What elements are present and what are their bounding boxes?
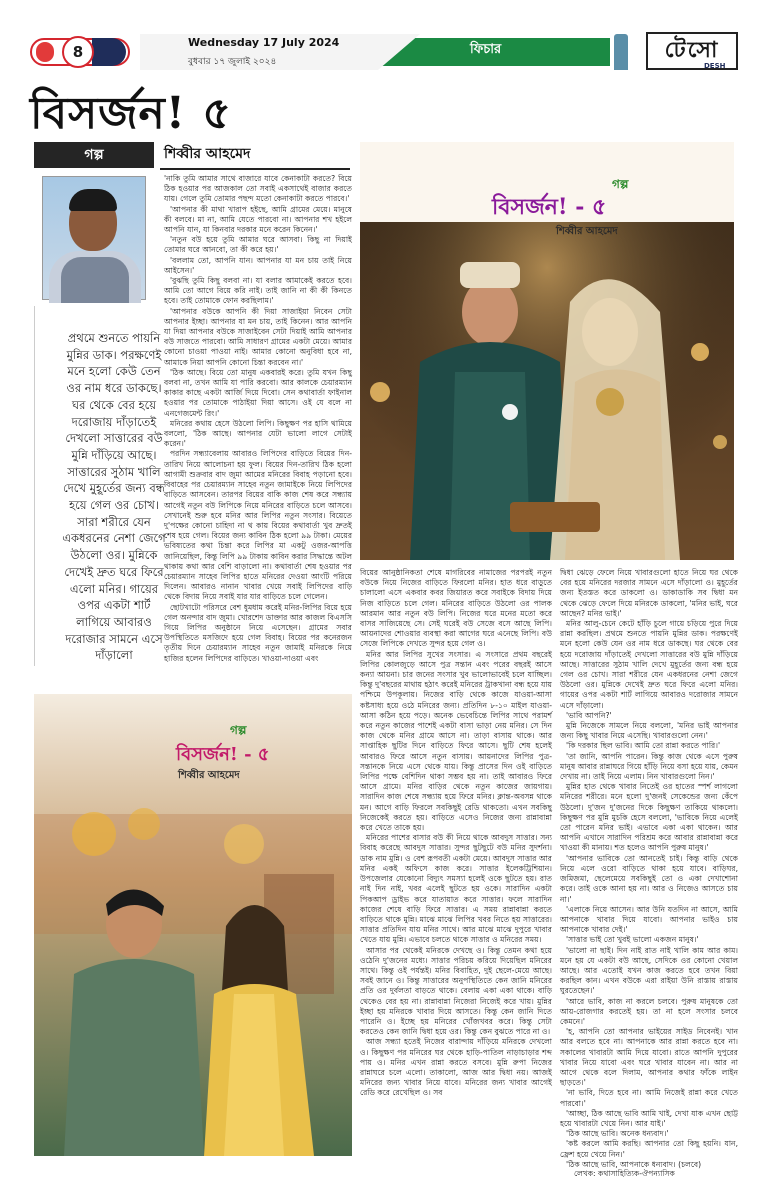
col3-paragraph: মুন্নি নিজেকে সামলে নিয়ে বললো, 'মনির ভাই আপনার জন্য কিছু খাবার নিয়ে এসেছি। খাবারগুলো নেন।' [560, 721, 738, 741]
author-byline: লেখক: কথাসাহিত্যিক-ঔপন্যাসিক [574, 1169, 675, 1178]
story-label: গল্প [34, 142, 154, 168]
col3-paragraph: মুন্নির হাত থেকে খাবার নিতেই ওর হাতের স্পর্শ লাগলো মনিরের শরীরে। মনে হলো দু'জনই সেকেন্ডের জন্য কেঁপে উঠলো। দু'জন দু'জনের দিকে কিছুক্ষণ তাকিয়ে থাকলো। কিছুক্ষণ পর মুন্নি মুচকি হেসে বললো, 'ভাবিকে নিয়ে এলেই তো পারেন মনির ভাই। এভাবে একা একা থাকেন। আর আপনি এখানে সারাদিন পরিশ্রম করে আবার রান্নাবান্না করে খাওয়া কী মানায়। শত হলেও আপনি পুরুষ মানুষ।' [560, 782, 738, 853]
article-column-3 [560, 568, 738, 1169]
header-red-mark [36, 42, 54, 62]
page-number: 8 [62, 36, 94, 68]
illustration-1-author: শিব্বীর আহমেদ [556, 226, 618, 237]
col2-paragraph: মনিরের পাশের বাসার বউ কী নিয়ে থাকে আবদুস সাত্তার। সন্য বিবাহ করেছে আবদুস সাত্তার। সুন্দর ছুটছুটে বউ মনির সুদর্শনা। ডাক নাম মুন্নি। ও বেশ রূপবতী একটা মেয়ে। আবদুস সাত্তার আর মনির একই অফিসে কাজ করে। সাত্তার ইলেকট্রিশিয়ান। উপজেলার যেকোনো বিদ্যুৎ সমস্যা হলেই ওকে ছুটতে হয়। রাত নাই দিন নাই, খবর এলেই ছুটতে হয় ওকে। সারাদিন একটা পিকআপ ড্রাইভ করে যাতায়াত করে সাত্তার। ফলে সারাদিন কাজের শেষে বাড়ি ফিরে সাত্তার। এ সময় রান্নাবান্না করতে বাড়িতে থাকে মুন্নি। মাঝে মাঝে লিপির খবর নিতে হয় সাত্তারের। সাত্তার প্রতিদিন যায় মনির সাথে। আর মাঝে মাঝে দুপুরে খাবার খেতে যায় মুন্নি। এভাবে চলতে থাকে সাত্তার ও মনিরের সময়। [360, 833, 552, 945]
col2-paragraph: আজ সন্ধ্যা হতেই নিজের বারান্দায় দাঁড়িয়ে মনিরকে দেখলো ও। কিছুক্ষণ পর মনিরের ঘর থেকে হাড়ি-পাতিল নাড়াচাড়ার শব্দ পায় ও। মনির এখন রান্না করতে বসবে। মুন্নি রুপা নিজের রান্নাঘরে চলে এলো। তাকালো, আজ আর দ্বিধা নয়। আজই মনিরের জন্য খাবার নিয়ে যাবে। মনিরের জন্য খাবার আগেই রেডি করে রেখেছিল ও। সব [360, 1037, 552, 1098]
col1-paragraph: পরদিন সন্ধ্যাবেলায় আবারও লিপিদের বাড়িতে বিয়ের দিন-তারিখ নিয়ে আলোচনা হয় ফুল। বিয়ের দিন-তারিখ ঠিক হলো আগামী শুক্রবার বাদ জুমা আমের মনিরের বিবাহ পড়ানো হবে। বিবাহের পর চেয়ারম্যান সাহেব নতুন জামাইকে নিয়ে লিপিদের বাড়িতে আসবেন। তারপর বিয়ের বাকি কাজ শেষ করে সন্ধ্যায় আগেই নতুন বউ লিপিকে নিয়ে মনিরের বাড়িতে চলে আসবে। সেখানেই শুরু হবে মনির আর লিপির নতুন সংসার। বিয়েতে দু'পক্ষের কোনো চাহিদা না থ কায় বিয়ের কথাবার্তা খুব দ্রুতই শেষ হয়ে গেল। বিয়ের জন্য কাবিন ঠিক হলো ৯৯ টাকা। মেয়ের ভবিষ্যতের কথা চিন্তা করে লিপির মা একটু ওজর-আপত্তি জানিয়েছিল, কিন্তু লিপি ৯৯ টাকায় কাবিন করার সিদ্ধান্তে অটল থাকায় কথা আর বেশি বাড়ালো না। কথাবার্তা শেষ হওয়ার পর চেয়ারম্যান সাহেব লিপির হাতে মনিরের দেওয়া আংটি পরিয়ে দিলেন। আবারও নানান খাবার খেয়ে সবাই লিপিদের বাড়ি থেকে বিদায় নিয়ে সবাই যার যার বাড়িতে চলে গেলেন। [164, 449, 352, 602]
col3-paragraph: 'এলাকে নিয়ে আসেন। আর উনি যতদিন না আসে, আমি আপনাকে খাবার দিয়ে যাবো। আপনার ভাইও চায় আপনাকে খাবার দেই।' [560, 904, 738, 935]
author-rule [160, 168, 350, 170]
col3-paragraph: 'না ভাবি, দিতে হবে না। আমি নিজেই রান্না করে খেতে পারবো।' [560, 1088, 738, 1108]
section-name: ফিচার [470, 42, 502, 57]
logo-subtext: DESH [704, 62, 726, 70]
illustration-1-label: গল্প [612, 177, 629, 191]
col3-paragraph: 'ভালো না ছাই। দিন নাই রাত নাই খালি কাম আর কাম। মনে হয় যে একটা বউ আছে, সেদিকে ওর কোনো খেয়াল আছে। আর এতোই যখন কাজ করতে হবে তখন বিয়া করছিল কান। এখন বউকে এরা রাইয়া উনি রাস্তায় রাস্তায় ঘুরতেছেন।' [560, 945, 738, 996]
col3-paragraph: 'ভাবি আপনি?' [566, 710, 612, 720]
header-left-bar [92, 38, 126, 66]
col1-paragraph: 'আপনার বউকে আপনি কী দিয়া সাজাইয়া নিবেন সেটা আপনার ইচ্ছা। আপনার যা মন চায়, তাই কিনেন। আর আপনি যা দিয়া আপনার বউকে সাজাইবেন সেটা দিয়াই আমি আপনার বউ সাজতে পারবো। আমি সাধারণ গ্রামের একটা মেয়ে। আমার কোনো চাওয়া পাওয়া নাই। আমার কোনো অনুবিধা হবে না, আমাকে নিয়া আপনি কোনো চিন্তা করবেন না।' [164, 306, 352, 367]
col2-paragraph: মনির আর লিপির সুখের সংসার। এ সংসারে প্রথম বছরেই লিপির কোলজুড়ে আসে পুত্র সন্তান এবং পরের বছরই আসে কন্যা আয়না। চার জনের সংসার খুব ভালোভাবেই চলে যাচ্ছিল। কিন্তু দু'বছরের মাথায় হঠাৎ করেই মনিরের ট্রাকখানা বন্ধ হয়ে যায় পশ্চিমে উপকূলায়। নিজের বাড়ি থেকে কাজে যাওয়া-আসা কষ্টসাধ্য হয়ে ওঠে মনিরের জন্য। প্রতিদিন ৮-১০ মাইল যাওয়া-আসা কঠিন হয়ে পড়ে। অনেক ভেবেচিন্তে লিপির সাথে পরামর্শ করে নতুন কাজের পাশেই একটা বাসা ভাড়া নেয় মনির। সে দিন কাজ থেকে মনির গ্রামে আসে না। তাড়া বাসায় থাকে। আর সাপ্তাহিক ছুটির দিনে বাড়িতে ফিরে আসে। ছুটি শেষ হলেই আবারও ফিরে আসে নতুন বাসায়। আয়নাদের লিপির পুত্র-সন্তানকে নিয়ে এসে থেকে যায়। কিন্তু প্রাসের দিন ওই বাড়িতে লিপির পক্ষে বেশিদিন থাকা সম্ভব হয় না। তাই আবারও ফিরে আসে গ্রামে। মনির বাড়ির থেকে নতুন কাজের জায়গায়। সারাদিন কাজ শেষে সন্ধ্যায় হয়ে ফিরে মনির। ক্লান্ত-অবসন্ন থাকে মন। আগে বাড়ি ফিরলে সবকিছুই রেডি থাকতো। এখন সবকিছু নিজেকেই করতে হয়। বাড়িতে এসেও নিজের জন্য রান্নাবান্না করে খেতে তাকে হয়। [360, 649, 552, 833]
col1-paragraph: 'নাকি তুমি আমার সাথে বাজারে যাবে কেনাকাটা করতে? বিয়ে ঠিক হওয়ার পর আজকাল তো সবাই একসাথেই বাজার করতে যায়। গেলে তুমি তোমার পছন্দ মতো কেনাকাটা করতে পারবে।' [164, 174, 352, 204]
illustration-2-title: বিসর্জন! - ৫ [176, 744, 270, 765]
col1-paragraph: মনিরের কথায় হেসে উঠলো লিপি। কিছুক্ষণ পর হাসি থামিয়ে বললো, 'ঠিক আছে। আপনার যেটা ভালো লাগে সেটাই করেন।' [164, 418, 352, 449]
newspaper-logo: টেসো [646, 32, 738, 70]
author-photo [42, 176, 146, 300]
col2-paragraph: বিয়ের আনুষ্ঠানিকতা শেষে মাগরিবের নামাজের পরপরই নতুন বউকে নিয়ে নিজের বাড়িতে ফিরলো মনির। হাত ধরে বাড়ুতে চালালো এসে একবার কবর জিয়ারত করে সবাইকে বিদায় দিয়ে নিজ বাড়িতে চলে গেল। মনিরের বাড়িতে উঠলো ওর পালক আরমান আর নতুন বউ লিপি। নিজের ঘরে মনের মতো করে বাসর সাজিয়েছে সে। সেই ঘরেই বউ সেজে বসে আছে লিপি। আয়নাদের শোওয়ার ব্যবস্থা করা আগের ঘরে এনেছে লিপি। বউ সেজে লিপিকে দেখতে সুন্দর হয়ে গেল ও। [360, 568, 552, 649]
statue-icon [614, 34, 628, 70]
col3-paragraph: 'কি দরকার ছিল ভাবি। আমি তো রান্না করতে পারি।' [566, 741, 721, 751]
illustration-wedding-couple [360, 142, 734, 560]
article-headline: বিসর্জন! ৫ [30, 88, 232, 139]
date-bangla: বুধবার ১৭ জুলাই ২০২৪ [188, 57, 277, 67]
illustration-2-author: শিব্বীর আহমেদ [178, 770, 240, 781]
page-header [0, 0, 770, 70]
col3-paragraph: 'আচ্ছা, ঠিক আছে ভাবি আমি খাই, দেখা যাক এখন ছোট্ট হয়ে খাবারটা খেয়ে নিন। আর যাই।' [560, 1108, 738, 1128]
col3-paragraph: 'আরে ভাবি, কাজ না করলে চলবে। পুরুষ মানুষকে তো আয়-রোজগার করতেই হয়। তা না হলে সংসার চলবে কেমনে।' [560, 996, 738, 1026]
col3-paragraph: 'ঠিক আছে ভাবি। অনেক ধন্যবাদ।' [566, 1129, 669, 1139]
col1-paragraph: 'বললাম তো, আপনি যান। আপনার যা মন চায় তাই নিয়ে আইসেন।' [164, 255, 352, 275]
date-english: Wednesday 17 July 2024 [188, 36, 340, 49]
col3-paragraph: 'কষ্ট করলে আমি করছি। আপনার তো কিছু হয়নি। যান, ফ্রেশ হয়ে খেয়ে নিন।' [560, 1139, 738, 1159]
col3-paragraph: 'তা জানি, আপনি পারেন। কিন্তু কাজ থেকে এসে পুরুষ মানুষ আবার রান্নাঘরে গিয়ে হাঁড়ি নিয়ে বসা হয়ে যায়, কেমন দেখায় না। তাই নিয়ে এলাম। নিন খাবারগুলো নিন।' [560, 751, 738, 782]
quote-divider [34, 306, 35, 666]
article-column-2 [360, 568, 552, 1164]
col1-paragraph: 'ঠিক আছে। বিয়ে তো মানুষ একবারই করে। তুমি যখন কিছু বলবা না, তখন আমি যা পারি করবো। আর কালকে চেয়ারম্যান কাকার কাছে একটা আর্জি দিয়ে দিবো। সেন কথাবার্তা ফাইনাল হওয়ার পর তোমাকে পাঠাইয়া দিয়া আসে। ওই যে বলে না এনগেজমেন্ট রিং।' [164, 367, 352, 418]
col2-paragraph: আসার পর থেকেই মনিরকে দেখছে ও। কিন্তু তেমন কথা হয়ে ওঠেনি দু'জনের মধ্যে। সাত্তার পরিচয় করিয়ে দিয়েছিল মনিরের সাথে। কিন্তু ওই পর্যন্তই। মনির বিবাহিত, দুই ছেলে-মেয়ে আছে। সবই জানে ও। কিন্তু সাত্তারের অনুপস্থিতিতে কেন জানি মনিরের প্রতি ওর দুর্বলতা বাড়তে থাকে। বেলায় একা একা থাকে। বাড়ি থেকেও বের হয় না। রান্নাবান্না নিজেরা নিজেই করে খায়। মুন্নির ইচ্ছা হয় মনিরকে খাবার দিয়ে আসতে। কিন্তু কেন জানি দিতে পারেনি ও। ইচ্ছে হয় মনিরের খোঁজখবর করে। কিন্তু সেটা করতেও কেন জানি দ্বিধা হয়ে ওর। কিন্তু কেন বুঝতে পারে না ও। [360, 945, 552, 1037]
col3-paragraph: 'ঠিক আছে ভাবি, আপনাকে ধন্যবাদ। (চলবে) [566, 1159, 702, 1169]
pull-quote: প্রথমে শুনতে পায়নি মুন্নির ডাক। পরক্ষণেই মনে হলো কেউ তেন ওর নাম ধরে ডাকছে। ঘর থেকে বের হয়ে দরোজায় দাঁড়াতেই দেখলো সাত্তারের বউ মুন্নি দাঁড়িয়ে আছে। সাত্তারের সুঠাম খালি দেখে মুহূর্তের জন্য বন্ধ হয়ে গেল ওর চোখ। সারা শরীরে যেন একধরনের নেশা জেগে উঠলো ওর। মুন্নিকে দেখেই দ্রুত ঘরে ফিরে এলো মনির। গায়ের ওপর একটা শার্ট লাগিয়ে আবারও দরোজার সামনে এসে দাঁড়ালো [62, 331, 166, 663]
col1-paragraph: ছোটখাটো পরিসরে বেশ ধুমধাম করেই মনির-লিপির বিয়ে হয়ে গেল অনন্দার বাদ জুমা। খোরশেদ ডাক্তার আর কাজল বিএসসি গিয়ে লিপির অনুষ্ঠানে নিয়ে এসেছেন। গ্রামের সবার উপস্থিতিতে মসজিদে হয়ে গেল বিবাহ। বিয়ের পর কনেরজন তৃতীয় দিনে চেয়ারম্যান সাহেব নতুন জামাই মনিরকে নিয়ে হাজির হলেন লিপিদের বাড়িতে। খাওয়া-দাওয়া এবং [164, 602, 352, 663]
col3-paragraph: 'হ, আপনি তো আপনার ভাইয়ের সাইড নিবেনই। খান আর বলতে হবে না। আপনাকে আর রান্না করতে হবে না। সকালের খাবারটা আমি দিয়ে যাবো। রাতে আপনি দুপুরের খাবার নিয়ে যাবো এবং ঘরে খাবার যাবেন না। আর না আগে থেকে বলে দিলাম, আপনার কথার ফাঁকে লাইন ছাড়তে।' [560, 1027, 738, 1088]
col1-paragraph: 'বুঝছি তুমি কিছু বলবা না। যা বলার আমাকেই করতে হবে। আমি তো আগে বিয়ে করি নাই। তাই জানি না কী কী কিনতে হবে। তাই তোমাকে ফোন করছিলাম।' [164, 276, 352, 306]
col3-paragraph: দ্বিধা ঝেড়ে ফেলে নিয়ে খাবারগুলো হাতে নিয়ে ঘর থেকে বের হয়ে মনিরের দরজার সামনে এসে দাঁড়ালো ও। মুহূর্তের জন্য ইতস্তত করে ডাকলো ও। ডাকাডাকি সব দ্বিধা মন থেকে ঝেড়ে ফেলে দিয়ে মনিরকে ডাকলো, 'মনির ভাই, ঘরে আছেন? মনির ভাই।' [560, 568, 738, 618]
col3-paragraph: মনির আলু-চেনে কেটে হাঁড়ি চুলে গায়ে চড়িয়ে পুরে দিয়ে রান্না করছিল। প্রথমে শুনতে পায়নি মুন্নির ডাক। পরক্ষণেই মনে হলো কেউ যেন ওর নাম ধরে ডাকছে। ঘর থেকে বের হয়ে দরোজায় দাঁড়াতেই দেখলো সাত্তারের বউ মুন্নি দাঁড়িয়ে আছে। সাত্তারের সুঠাম খালি দেখে মুহূর্তের জন্য বন্ধ হয়ে গেল ওর চোখ। সারা শরীরে যেন একধরনের নেশা জেগে উঠলো ওর। মুন্নিকে দেখেই দ্রুত ঘরে ফিরে এলো মনির। গায়ের ওপর একটা শার্ট লাগিয়ে আবারও দরোজার সামনে এসে দাঁড়ালো। [560, 619, 738, 710]
col1-paragraph: 'নতুন বউ হয়ে তুমি আমার ঘরে আসবা। কিছু না দিয়াই তোমার ঘরে আনবো, তা কী করে হয়।' [164, 235, 352, 255]
col1-paragraph: 'আপনার কী মাথা খারাপ হইছে, আমি গ্রামের মেয়ে। মানুষে কী বলবে। মা না, আমি যেতে পারবো না। আপনার শখ হইলে আপনি যান, যা কিনবার দরকার মনে করেন কিনেন।' [164, 204, 352, 235]
article-column-1 [164, 174, 352, 684]
col3-paragraph: 'আপনার ভাবিকে তো আনতেই চাই। কিন্তু বাড়ি থেকে নিয়ে এলে ওরো বাড়িতে থাকা হয়ে যাবে। বাড়িঘর, জমিজমা, ছেলেমেয়ে সবকিছুই তো ও একা দেখাশোনা করে। তাই ওকে আনা হয় না। আর ও নিজেও আসতে চায় না।' [560, 853, 738, 904]
col3-paragraph: 'সাত্তার ভাই তো খুবই ভালো একজন মানুষ।' [566, 935, 699, 945]
author-name: শিব্বীর আহমেদ [164, 146, 251, 162]
illustration-couple-garden [34, 694, 352, 1156]
illustration-1-title: বিসর্জন! - ৫ [492, 194, 607, 220]
illustration-2-label: গল্প [230, 723, 247, 737]
